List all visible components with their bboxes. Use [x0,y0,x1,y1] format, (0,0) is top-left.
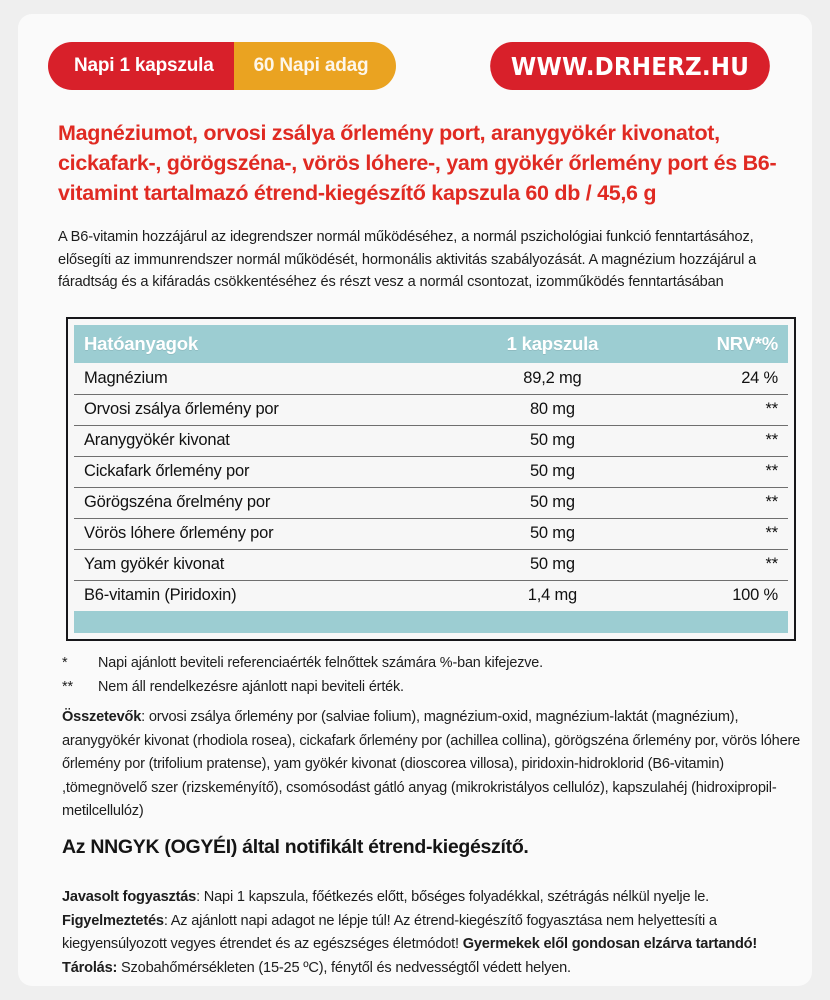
warning-emphasis: Gyermekek elől gondosan elzárva tartandó! [462,936,758,952]
cell-dose: 89,2 mg [445,363,659,394]
cell-dose: 50 mg [445,456,659,487]
cell-dose: 50 mg [445,487,659,518]
ingredients-paragraph [62,706,804,824]
cell-nrv: ** [659,394,788,425]
cell-nrv: 100 % [659,580,788,611]
column-header-nrv: NRV*% [659,325,788,363]
table-footer-band [74,611,788,633]
usage-instructions [62,886,806,980]
cell-ingredient-name: B6-vitamin (Piridoxin) [74,580,445,611]
warning-text: : Az ajánlott napi adagot ne lépje túl! Az étrend-kiegészítő fogyasztása nem helyettesíti a kiegyensúlyozott vegyes étrendet és az egészséges életmódot! [62,912,717,952]
cell-ingredient-name: Cickafark őrlemény por [74,456,445,487]
nutrition-table [74,325,788,611]
cell-nrv: ** [659,549,788,580]
table-row [74,580,788,611]
nutrition-table-container [66,317,796,641]
cell-dose: 50 mg [445,425,659,456]
cell-dose: 80 mg [445,394,659,425]
cell-dose: 1,4 mg [445,580,659,611]
table-row [74,425,788,456]
nutrition-table-head [74,325,788,363]
cell-ingredient-name: Görögszéna őrelmény por [74,487,445,518]
table-row [74,487,788,518]
cell-dose: 50 mg [445,549,659,580]
product-title: Magnéziumot, orvosi zsálya őrlemény port, aranygyökér kivonatot, cickafark-, görögszéna-, vörös lóhere-, yam gyökér őrlemény port és B6-vitamint tartalmazó étrend-kiegészítő kapszula 60 db / 45,6 g [58,121,777,205]
cell-nrv: ** [659,456,788,487]
warning-label: Figyelmeztetés [62,912,164,929]
footnote-mark: ** [62,679,73,695]
website-badge[interactable]: WWW.DRHERZ.HU [490,42,770,90]
column-header-ingredient: Hatóanyagok [74,325,445,363]
footnote-mark: * [62,655,68,671]
daily-dose-pill: Napi 1 kapszula [48,42,234,90]
cell-nrv: ** [659,425,788,456]
cell-ingredient-name: Orvosi zsálya őrlemény por [74,394,445,425]
health-claims-paragraph: A B6-vitamin hozzájárul az idegrendszer normál működéséhez, a normál pszichológiai funkció fenntartásához, elősegíti az immunrendszer normál működését, hormonális aktivitás szabályozását. A magnézium hozzájárul a fáradtság és a kifáradás csökkentéséhez és részt vesz a normál csontozat, izomműködés fenntartásában [58,229,757,290]
column-header-dose: 1 kapszula [445,325,659,363]
cell-nrv: ** [659,518,788,549]
header-row [48,42,782,90]
cell-ingredient-name: Aranygyökér kivonat [74,425,445,456]
footnote-single-asterisk [62,651,762,675]
footnote-double-asterisk [62,675,762,699]
cell-dose: 50 mg [445,518,659,549]
cell-nrv: 24 % [659,363,788,394]
ingredients-label: Összetevők [62,709,142,725]
label-card [18,14,812,986]
ingredients-text: : orvosi zsálya őrlemény por (salviae folium), magnézium-oxid, magnézium-laktát (magnézium), aranygyökér kivonat (rhodiola rosea), cickafark őrlemény por (achillea collina), görögszéna őrlemény por, vörös lóhere őrlemény por (trifolium pratense), yam gyökér kivonat (dioscorea villosa), piridoxin-hidroklorid (B6-vitamin) ,tömegnövelő szer (rizskeményítő), csomósodást gátló anyag (mikrokristályos cellulóz), kapszulahéj (hidroxipropil-metilcellulóz) [62,709,801,819]
days-supply-pill: 60 Napi adag [234,42,397,90]
nutrition-table-body [74,363,788,611]
table-row [74,456,788,487]
cell-ingredient-name: Vörös lóhere őrlemény por [74,518,445,549]
storage-text: Szobahőmérsékleten (15-25 ºC), fénytől és nedvességtől védett helyen. [117,959,571,976]
storage-label: Tárolás: [62,959,118,976]
dosage-pill-group [48,42,396,90]
table-header-row [74,325,788,363]
cell-ingredient-name: Yam gyökér kivonat [74,549,445,580]
consumption-label: Javasolt fogyasztás [62,889,197,905]
table-row [74,394,788,425]
table-row [74,549,788,580]
cell-nrv: ** [659,487,788,518]
notification-statement: Az NNGYK (OGYÉI) által notifikált étrend-kiegészítő. [62,836,529,858]
footnotes [62,651,762,699]
footnote-text: Nem áll rendelkezésre ajánlott napi beviteli érték. [98,679,404,695]
table-row [74,518,788,549]
consumption-text: : Napi 1 kapszula, főétkezés előtt, bőséges folyadékkal, szétrágás nélkül nyelje le. [196,889,710,905]
footnote-text: Napi ajánlott beviteli referenciaérték felnőttek számára %-ban kifejezve. [98,655,543,671]
cell-ingredient-name: Magnézium [74,363,445,394]
table-row [74,363,788,394]
